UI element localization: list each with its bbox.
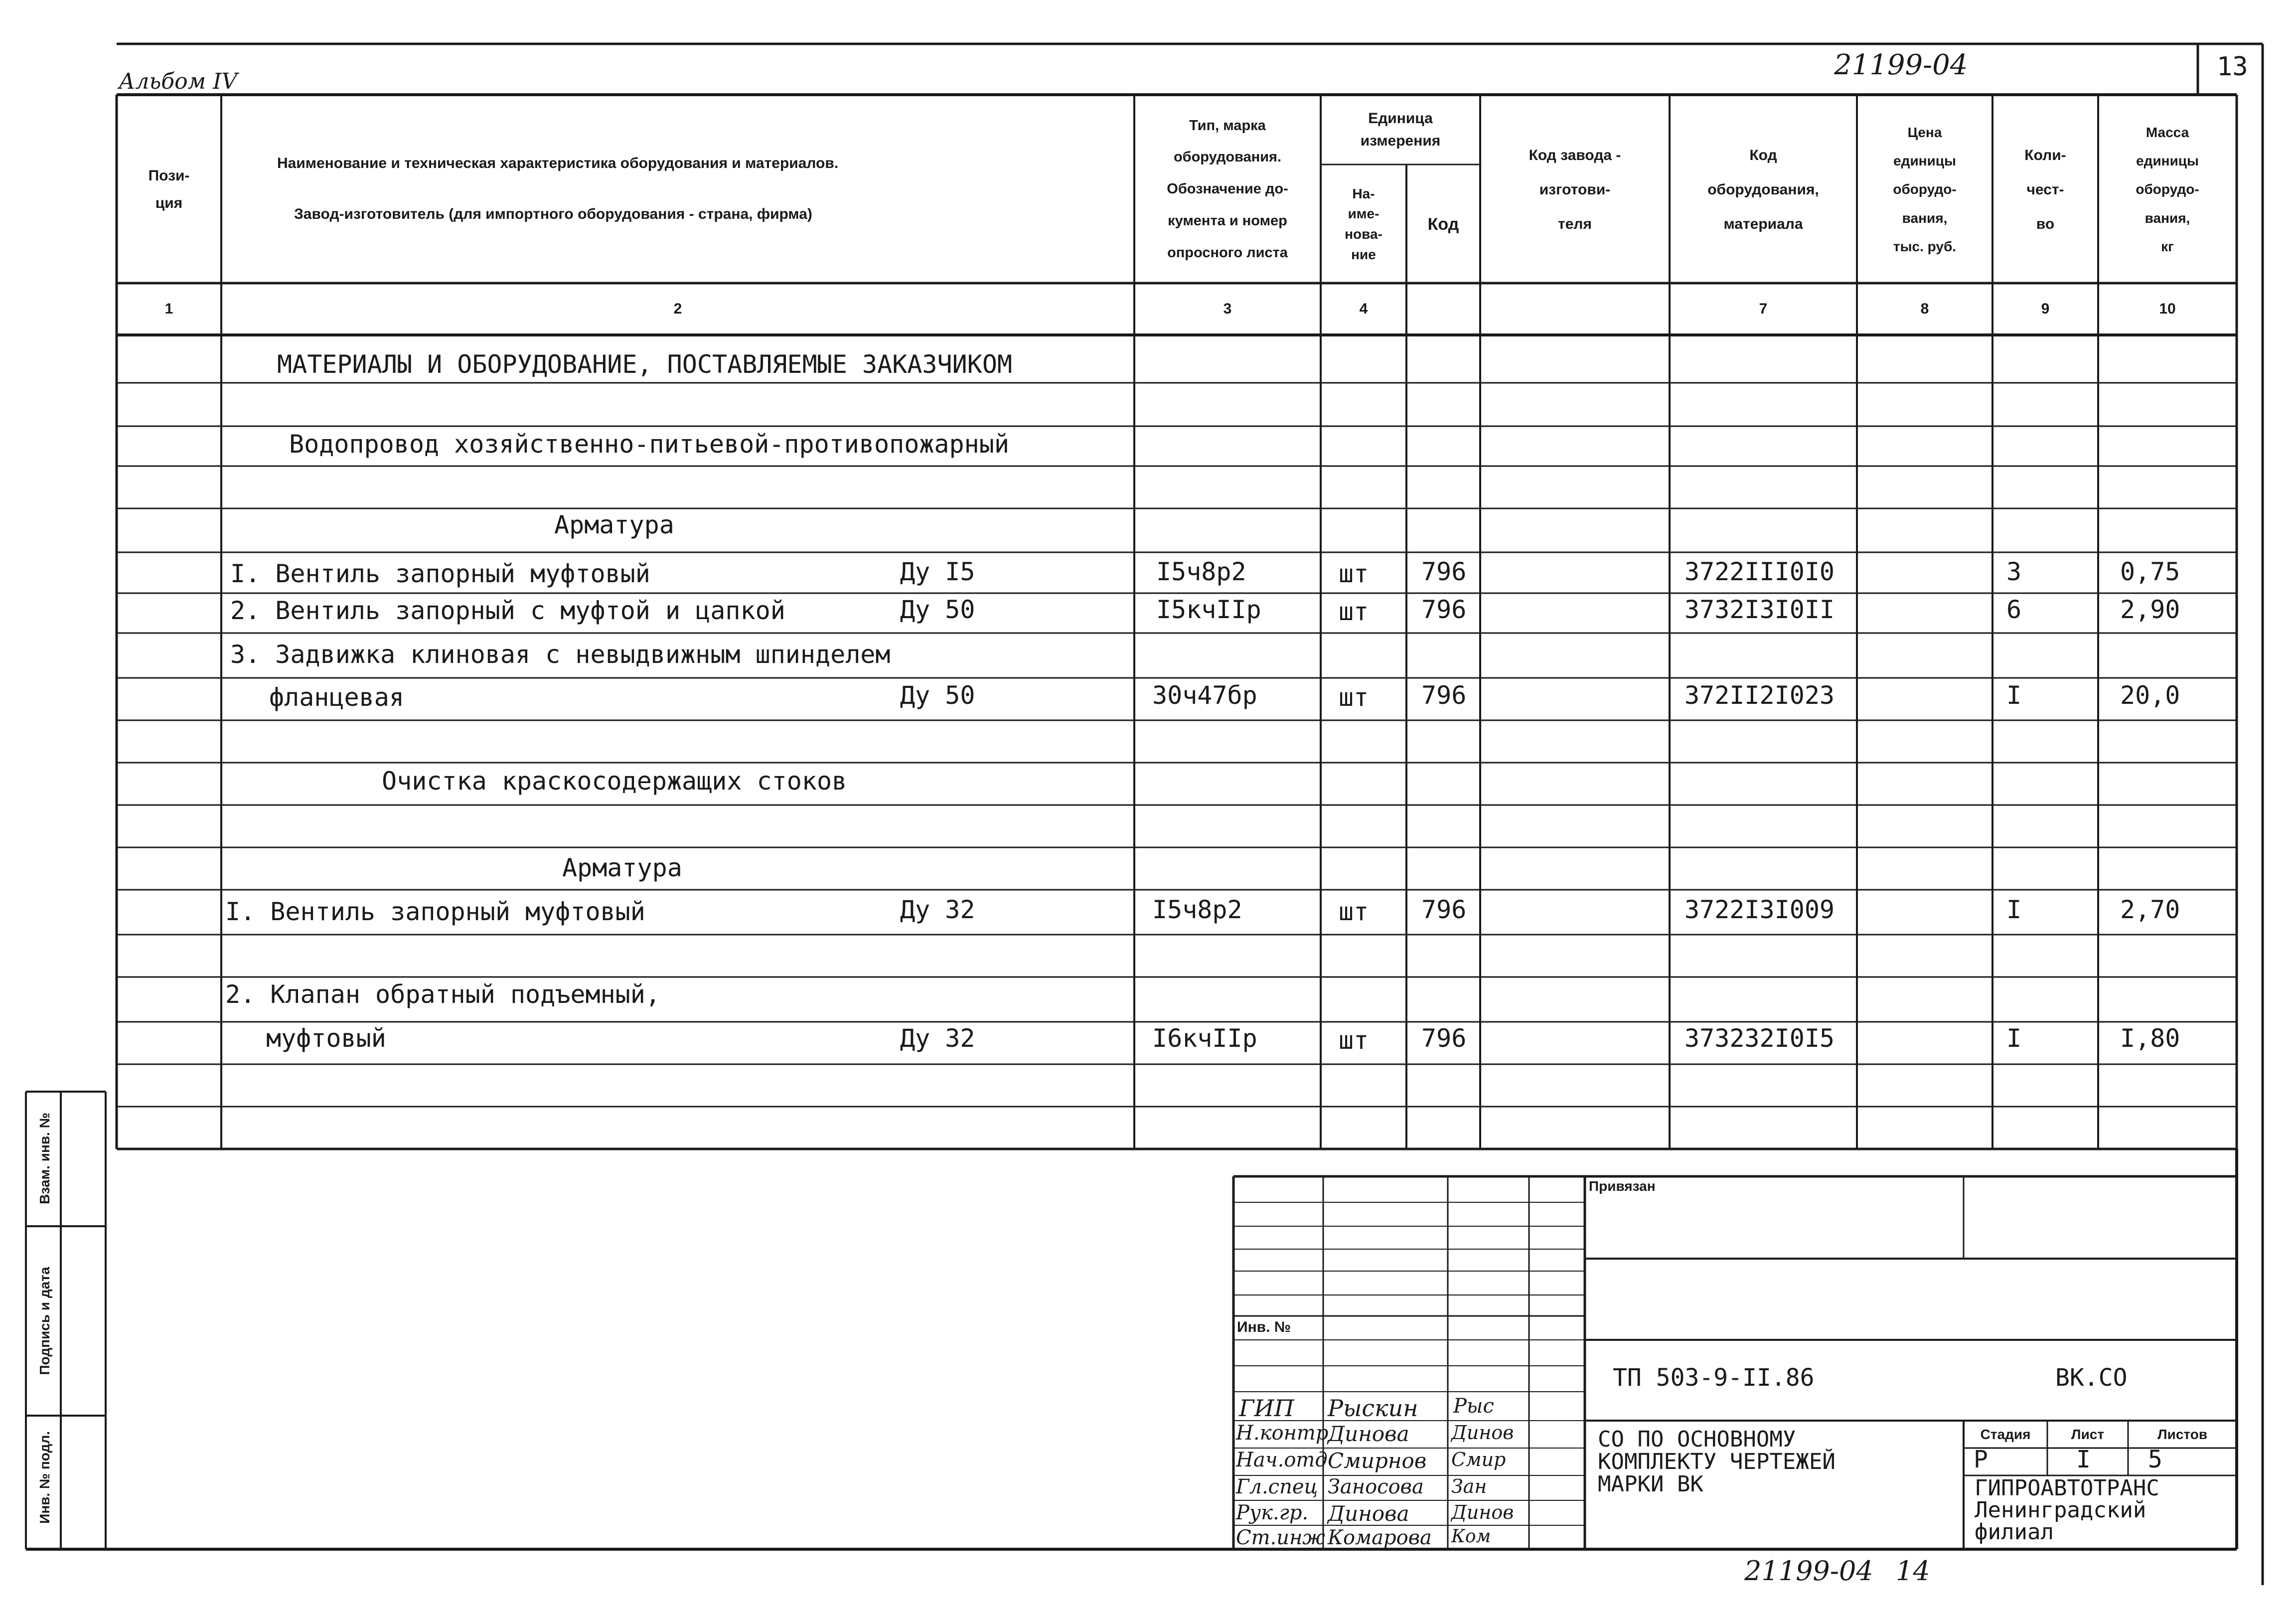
item-name: I. Вентиль запорный муфтовый [230,559,650,588]
col-number-10: 10 [2159,301,2176,318]
sheets-label: Листов [2157,1427,2208,1442]
item-code: 3722III0I0 [1684,557,1835,586]
col-number-4: 4 [1359,301,1368,318]
side-stamp-replacement-inv: Взам. инв. № [37,1113,52,1204]
item-quantity: 6 [2006,595,2022,624]
header-mass: Масса единицы оборудо- вания, кг [2136,124,2199,255]
item-unit: шт [1339,897,1369,926]
item-mass: 20,0 [2120,681,2180,710]
side-stamp-original-inv: Инв. № подл. [37,1431,52,1524]
header-position: Пози- ция [148,167,190,211]
header-quantity: Коли- чест- во [2024,147,2066,232]
item-type: I5ч8р2 [1156,557,1246,586]
item-unit-code: 796 [1421,1024,1467,1053]
stage-label: Стадия [1980,1427,2031,1442]
item-type: I5кчIIр [1156,595,1261,624]
header-factory-code: Код завода - изготови- теля [1529,147,1621,232]
header-unit-name: На- име- нова- ние [1345,185,1382,262]
col-number-7: 7 [1759,301,1768,318]
item-mass: 0,75 [2120,557,2180,586]
item-type: I6кчIIр [1152,1024,1257,1053]
staff-signature: Рыс [1453,1395,1494,1418]
header-name-line2: Завод-изготовитель (для импортного оборудования - страна, фирма) [294,206,812,222]
inventory-number-label: Инв. № [1237,1319,1291,1335]
page-number: 13 [2217,52,2248,82]
item-name: I. Вентиль запорный муфтовый [225,897,645,926]
staff-role: Ст.инж [1236,1526,1325,1549]
staff-name: Комарова [1328,1526,1432,1549]
header-unit-group: Единица измерения [1360,110,1441,149]
item-name: 2. Вентиль запорный с муфтой и цапкой [230,596,785,625]
doc-number-bottom: 21199-04 [1744,1555,1873,1587]
section-title-paint-waste: Очистка краскосодержащих стоков [382,767,847,796]
doc-number-top: 21199-04 [1834,49,1968,81]
staff-name: Смирнов [1328,1449,1427,1473]
item-type: 30ч47бр [1152,681,1257,710]
item-name: 2. Клапан обратный подъемный, [225,980,660,1009]
item-type: I5ч8р2 [1152,895,1242,924]
item-du: Ду I5 [900,557,975,586]
item-unit-code: 796 [1421,595,1467,624]
header-type: Тип, марка оборудования. Обозначение до- кумента и номер опросного листа [1167,117,1288,261]
header-equipment-code: Код оборудования, материала [1707,147,1819,232]
staff-signature: Зан [1451,1475,1487,1497]
stage-value: Р [1974,1446,1988,1473]
side-stamp-signature-date: Подпись и дата [37,1267,52,1375]
project-code: ТП 503-9-II.86 [1613,1364,1815,1392]
sheets-value: 5 [2148,1446,2162,1473]
item-du: Ду 50 [900,595,975,624]
staff-name: Заносова [1328,1475,1424,1498]
item-code: 372II2I023 [1684,681,1835,710]
document-title: СО ПО ОСНОВНОМУ КОМПЛЕКТУ ЧЕРТЕЖЕЙ МАРКИ ВК [1598,1427,1836,1497]
item-mass: 2,90 [2120,595,2180,624]
item-unit-code: 796 [1421,681,1467,710]
staff-signature: Динов [1451,1422,1514,1444]
col-number-1: 1 [164,301,173,318]
item-du: Ду 32 [900,895,975,924]
staff-role: Гл.спец [1236,1475,1318,1498]
item-quantity: I [2006,1024,2022,1053]
sheet-value: I [2076,1446,2091,1473]
staff-name: Динова [1328,1422,1409,1446]
staff-name: Рыскин [1328,1395,1418,1422]
album-label: Альбом IV [119,69,238,94]
header-unit-code: Код [1427,214,1459,234]
item-code: 373232I0I5 [1684,1024,1835,1053]
organization: ГИПРОАВТОТРАНС Ленинградский филиал [1975,1475,2159,1545]
header-name-line1: Наименование и техническая характеристика оборудования и материалов. [277,155,839,171]
subsection-title-fittings-2: Арматура [562,853,682,882]
header-price: Цена единицы оборудо- вания, тыс. руб. [1893,124,1957,255]
bottom-page-number: 14 [1896,1555,1930,1587]
subsection-title-fittings-1: Арматура [554,510,674,539]
item-name-continued: муфтовый [266,1024,386,1053]
item-unit: шт [1339,597,1369,626]
sheet-label: Лист [2071,1427,2105,1442]
item-code: 3722I3I009 [1684,895,1835,924]
item-unit: шт [1339,559,1369,588]
item-code: 3732I3I0II [1684,595,1835,624]
col-number-3: 3 [1223,301,1232,318]
item-name-continued: фланцевая [269,683,404,712]
staff-role: Нач.отд [1236,1449,1328,1471]
col-number-2: 2 [673,301,682,318]
section-title-materials: МАТЕРИАЛЫ И ОБОРУДОВАНИЕ, ПОСТАВЛЯЕМЫЕ ЗАКАЗЧИКОМ [277,350,1013,379]
item-quantity: I [2006,681,2022,710]
item-quantity: 3 [2006,557,2022,586]
item-unit: шт [1339,1026,1369,1055]
col-number-9: 9 [2041,301,2050,318]
staff-role: ГИП [1239,1395,1294,1422]
item-name: 3. Задвижка клиновая с невыдвижным шпинделем [230,640,891,669]
col-number-8: 8 [1920,301,1929,318]
item-quantity: I [2006,895,2022,924]
drawing-mark: ВК.СО [2055,1364,2128,1392]
item-unit: шт [1339,683,1369,712]
staff-role: Рук.гр. [1236,1501,1309,1524]
item-du: Ду 50 [900,681,975,710]
section-title-water-supply: Водопровод хозяйственно-питьевой-противопожарный [289,430,1009,459]
staff-role: Н.контр [1236,1422,1329,1445]
item-unit-code: 796 [1421,557,1467,586]
item-du: Ду 32 [900,1024,975,1053]
staff-signature: Смир [1451,1449,1506,1470]
attached-label: Привязан [1589,1178,1656,1194]
staff-signature: Динов [1451,1501,1514,1523]
item-mass: 2,70 [2120,895,2180,924]
staff-name: Динова [1328,1501,1409,1526]
item-unit-code: 796 [1421,895,1467,924]
item-mass: I,80 [2120,1024,2180,1053]
staff-signature: Ком [1451,1526,1491,1547]
